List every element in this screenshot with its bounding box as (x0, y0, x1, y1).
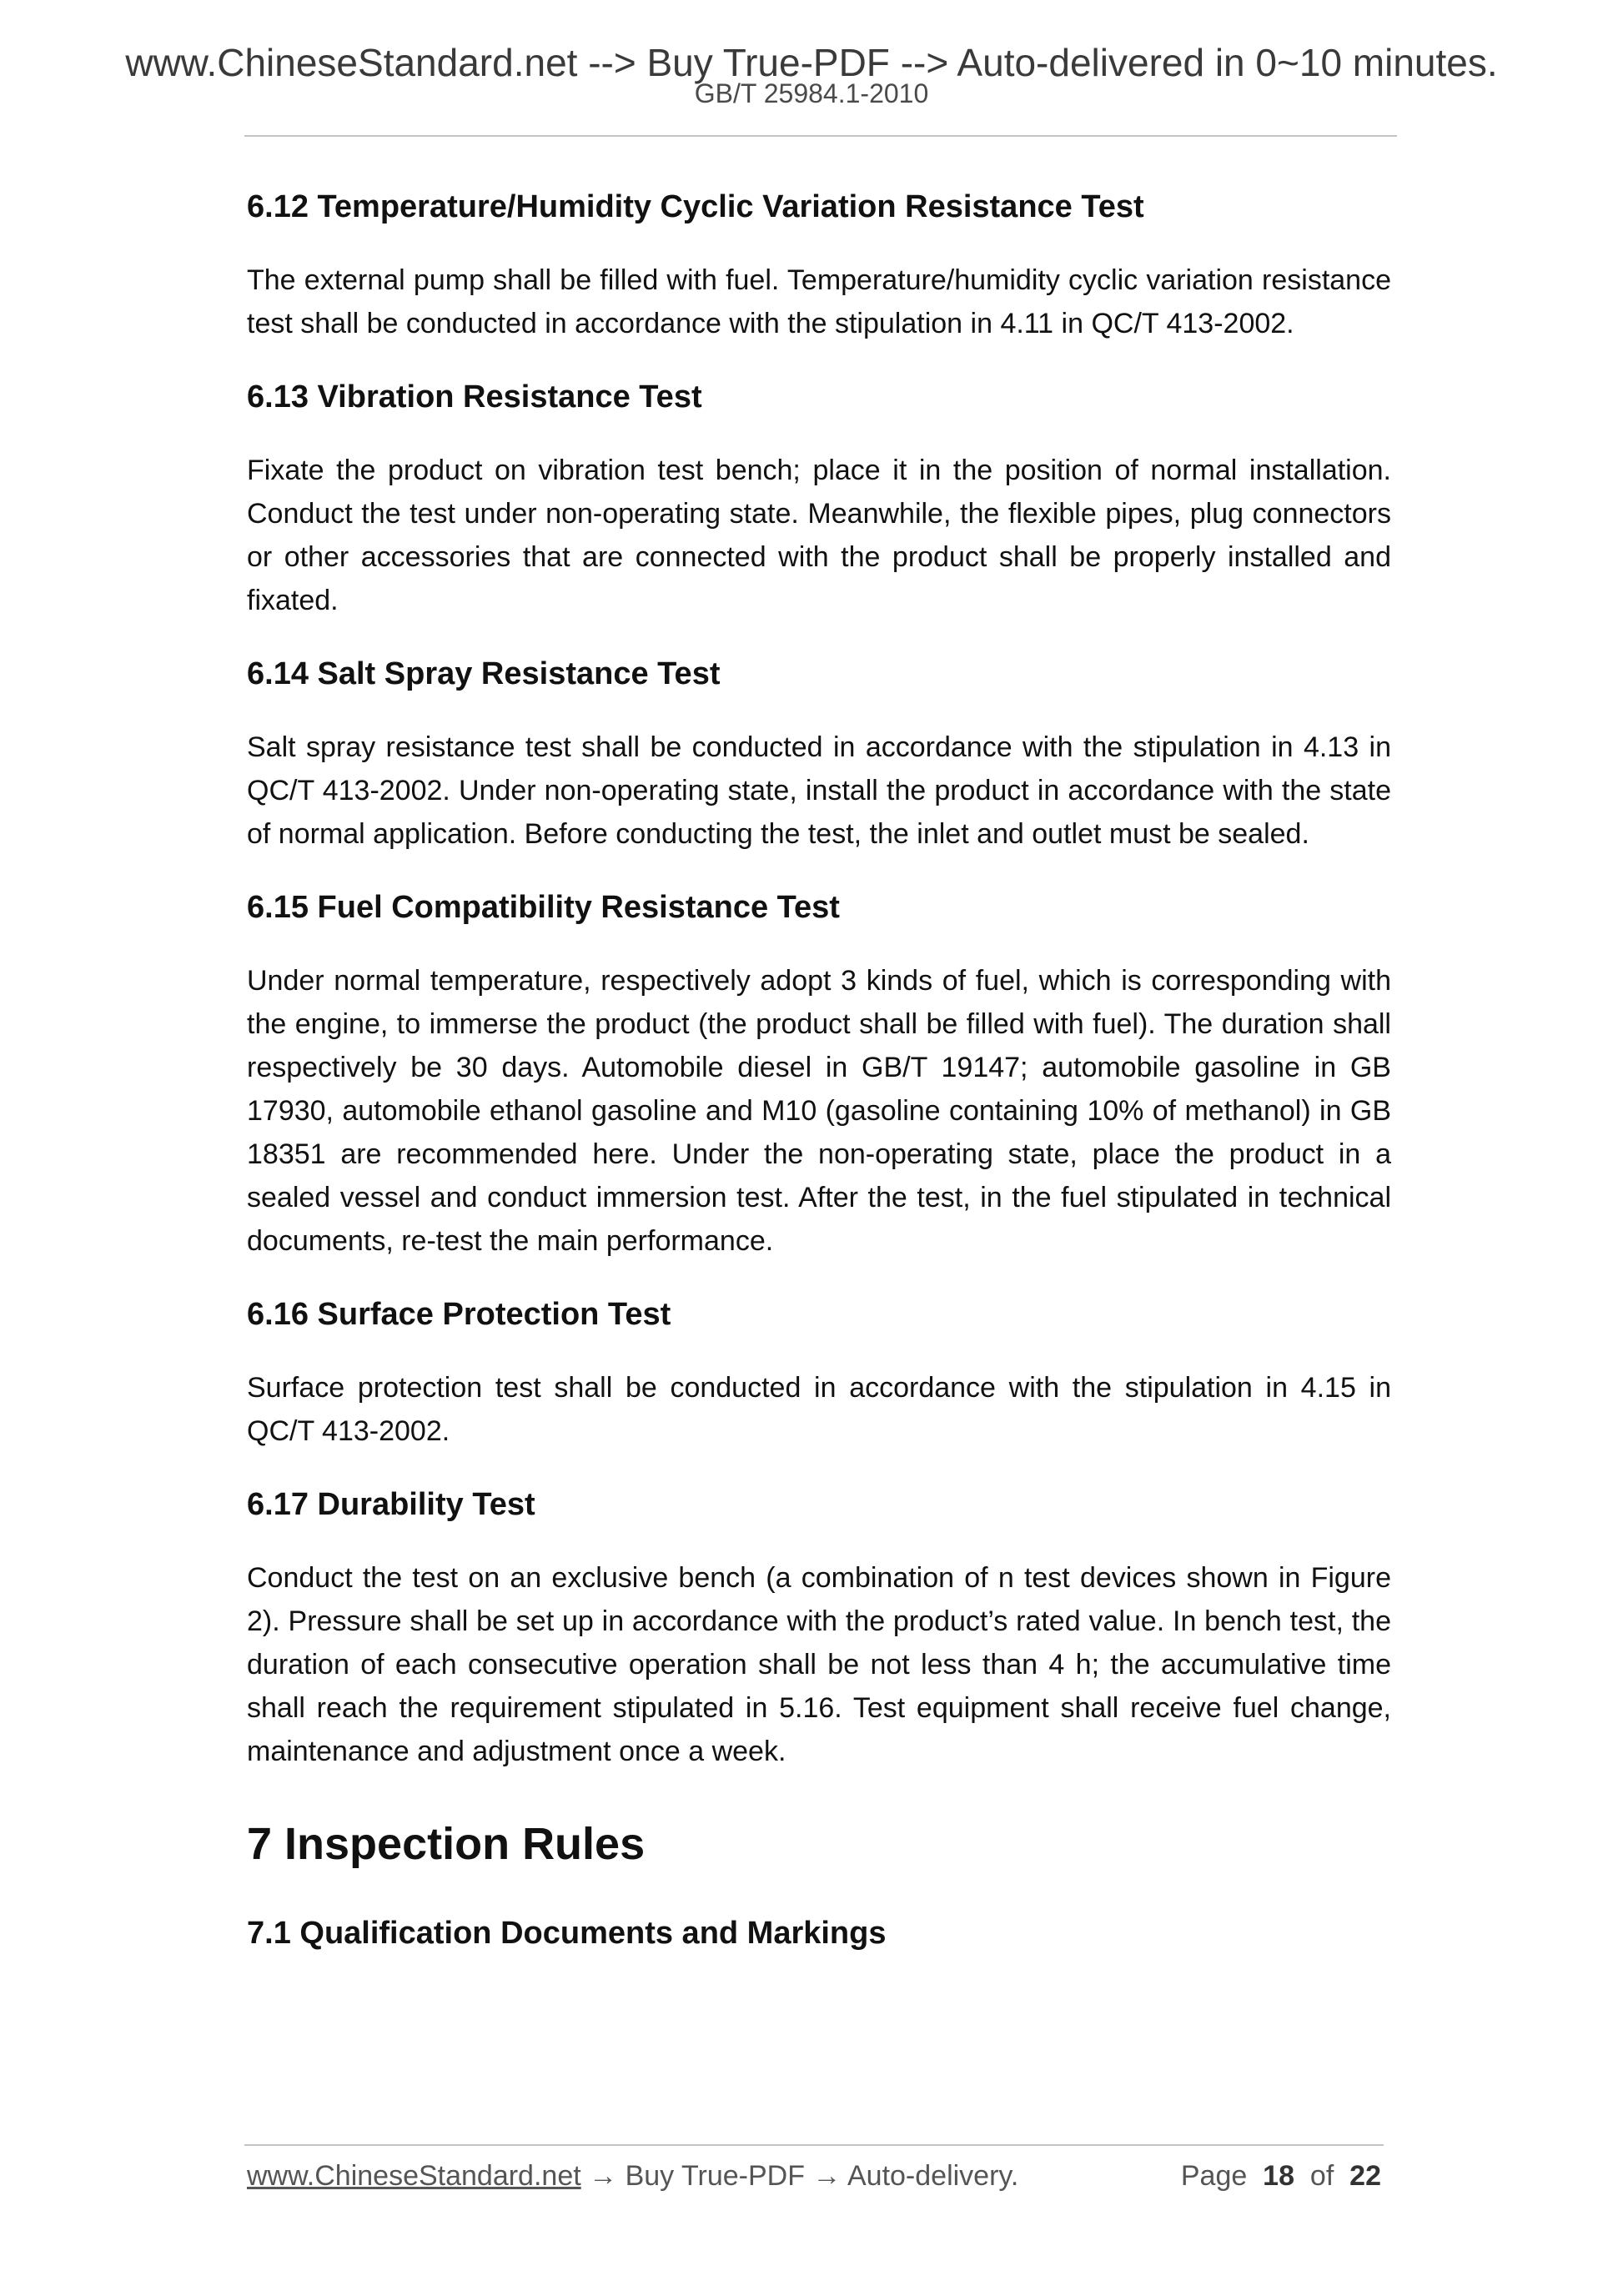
document-body (247, 185, 1391, 1985)
page-current: 18 (1263, 2160, 1294, 2192)
chapter-heading: 7 Inspection Rules (247, 1819, 646, 1869)
standard-code: GB/T 25984.1-2010 (694, 78, 929, 108)
footer-divider (244, 2144, 1384, 2146)
page-number (1181, 2155, 1381, 2197)
section-heading-7-1: 7.1 Qualification Documents and Markings (247, 1916, 887, 1951)
section-body-6-12: The external pump shall be filled with fuel. Temperature/humidity cyclic variation resistance test shall be conducted in accordance with the stipulation in 4.11 in QC/T 413-2002. (247, 264, 1391, 339)
section-heading-6-14: 6.14 Salt Spray Resistance Test (247, 656, 721, 691)
page-label: Page (1180, 2160, 1248, 2192)
page-footer (247, 2155, 1381, 2197)
section-body-6-16: Surface protection test shall be conducted in accordance with the stipulation in 4.15 in QC/T 413-2002. (247, 1372, 1391, 1447)
section-heading-6-16: 6.16 Surface Protection Test (247, 1297, 671, 1332)
header-divider (244, 135, 1397, 137)
site-banner: www.ChineseStandard.net --> Buy True-PDF --> Auto-delivered in 0~10 minutes. (125, 41, 1498, 84)
page-total: 22 (1349, 2160, 1381, 2192)
footer-promo (247, 2155, 1018, 2197)
section-heading-6-13: 6.13 Vibration Resistance Test (247, 379, 702, 414)
section-heading-6-17: 6.17 Durability Test (247, 1487, 535, 1522)
section-body-6-15: Under normal temperature, respectively adopt 3 kinds of fuel, which is corresponding with the engine, to immerse the product (the product shall be filled with fuel). The duration shall respectively be 30 days. Automobile diesel in GB/T 19147; automobile gasoline in GB 17930, automobile ethanol gasoline and M10 (gasoline containing 10% of methanol) in GB 18351 are recommended here. Under the non-operating state, place the product in a sealed vessel and conduct immersion test. After the test, in the fuel stipulated in technical documents, re-test the main performance. (247, 965, 1391, 1257)
section-body-6-14: Salt spray resistance test shall be conducted in accordance with the stipulation in 4.13 in QC/T 413-2002. Under non-operating state, install the product in accordance with the state of normal application. Before conducting the test, the inlet and outlet must be sealed. (247, 731, 1391, 850)
page-of-label: of (1309, 2160, 1334, 2192)
footer-tagline: → Buy True-PDF → Auto-delivery. (580, 2160, 1019, 2192)
section-body-6-13: Fixate the product on vibration test bench; place it in the position of normal installation. Conduct the test under non-operating state. Meanwhile, the flexible pipes, plug connectors or other accessories that are connected with the product shall be properly installed and fixated. (247, 455, 1391, 616)
section-heading-6-12: 6.12 Temperature/Humidity Cyclic Variation Resistance Test (247, 189, 1144, 224)
section-heading-6-15: 6.15 Fuel Compatibility Resistance Test (247, 890, 840, 925)
section-body-6-17: Conduct the test on an exclusive bench (a combination of n test devices shown in Figure 2). Pressure shall be set up in accordance with the product’s rated value. In bench test, the duration of each consecutive operation shall be not less than 4 h; the accumulative time shall reach the requirement stipulated in 5.16. Test equipment shall receive fuel change, maintenance and adjustment once a week. (247, 1562, 1391, 1767)
footer-site-link[interactable]: www.ChineseStandard.net (247, 2160, 581, 2192)
